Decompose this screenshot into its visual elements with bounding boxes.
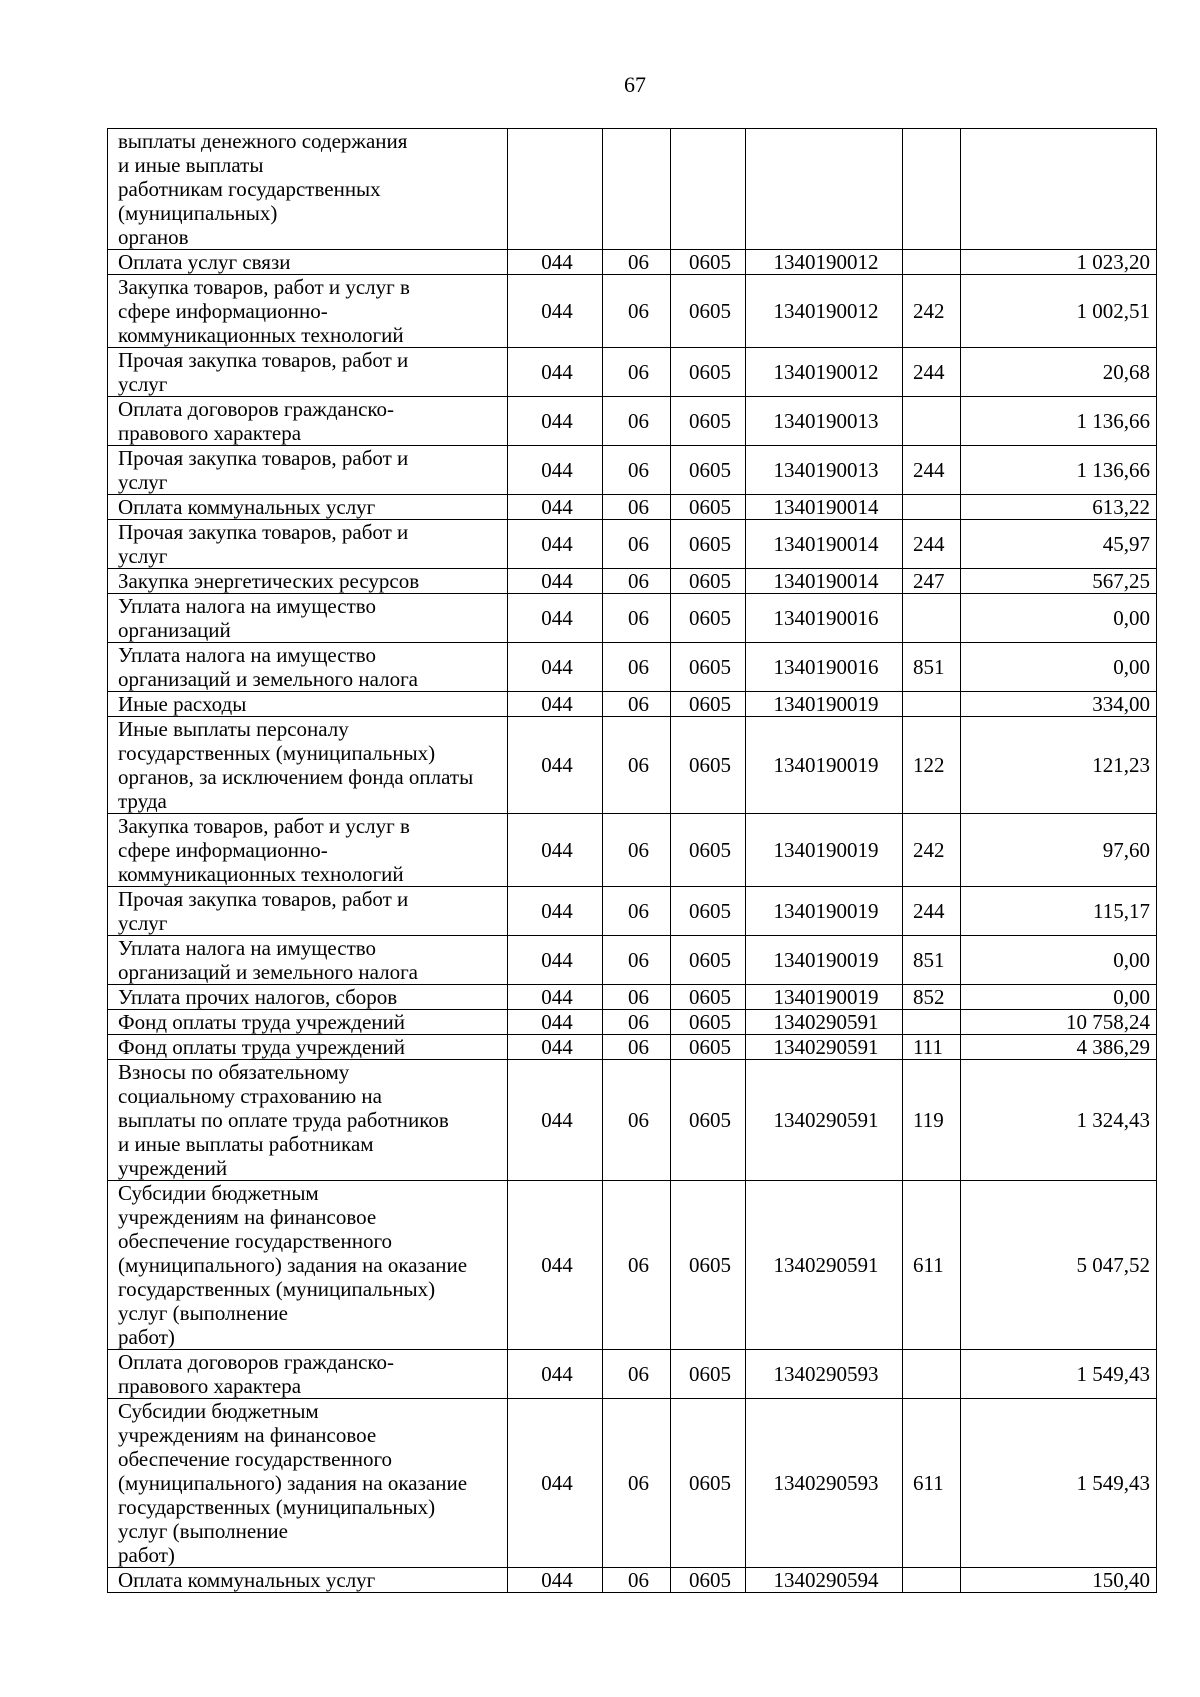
cell-prz: 0605	[671, 1399, 746, 1568]
cell-rz: 06	[603, 275, 671, 348]
cell-rz: 06	[603, 495, 671, 520]
name-line: Оплата договоров гражданско-	[118, 397, 395, 421]
cell-grbs: 044	[508, 1350, 603, 1399]
cell-vr: 851	[903, 643, 961, 692]
table-row	[108, 129, 1157, 250]
cell-vr: 611	[903, 1181, 961, 1350]
cell-csr: 1340190013	[746, 397, 903, 446]
name-line: Взносы по обязательному	[118, 1060, 350, 1084]
cell-prz: 0605	[671, 985, 746, 1010]
cell-prz: 0605	[671, 348, 746, 397]
table-row	[108, 814, 1157, 887]
name-line: Прочая закупка товаров, работ и	[118, 520, 409, 544]
cell-sum: 1 023,20	[961, 250, 1157, 275]
cell-prz: 0605	[671, 887, 746, 936]
name-line: организаций и земельного налога	[118, 667, 418, 691]
cell-rz: 06	[603, 887, 671, 936]
cell-name	[108, 692, 508, 717]
cell-csr: 1340190019	[746, 692, 903, 717]
name-line: услуг (выполнение	[118, 1519, 288, 1543]
cell-vr: 851	[903, 936, 961, 985]
cell-name	[108, 936, 508, 985]
name-line: работ)	[118, 1325, 175, 1349]
cell-csr: 1340190019	[746, 717, 903, 814]
name-line: государственных (муниципальных)	[118, 1277, 436, 1301]
cell-name	[108, 1568, 508, 1593]
table-row	[108, 1568, 1157, 1593]
cell-sum: 0,00	[961, 643, 1157, 692]
cell-rz: 06	[603, 814, 671, 887]
cell-vr: 244	[903, 887, 961, 936]
cell-csr: 1340190014	[746, 569, 903, 594]
table-row	[108, 985, 1157, 1010]
cell-sum: 121,23	[961, 717, 1157, 814]
cell-prz: 0605	[671, 594, 746, 643]
name-line: Уплата прочих налогов, сборов	[118, 985, 398, 1009]
name-line: услуг (выполнение	[118, 1301, 288, 1325]
cell-rz: 06	[603, 1350, 671, 1399]
name-line: (муниципальных)	[118, 201, 278, 225]
cell-csr: 1340190012	[746, 250, 903, 275]
cell-prz: 0605	[671, 814, 746, 887]
cell-sum: 1 002,51	[961, 275, 1157, 348]
table-row	[108, 936, 1157, 985]
table-row	[108, 569, 1157, 594]
cell-grbs: 044	[508, 348, 603, 397]
cell-csr: 1340290593	[746, 1350, 903, 1399]
cell-grbs: 044	[508, 1060, 603, 1181]
cell-csr: 1340190012	[746, 275, 903, 348]
table-row	[108, 275, 1157, 348]
cell-csr: 1340290591	[746, 1035, 903, 1060]
cell-sum: 1 549,43	[961, 1399, 1157, 1568]
cell-prz: 0605	[671, 495, 746, 520]
name-line: Оплата услуг связи	[118, 250, 291, 274]
cell-sum: 5 047,52	[961, 1181, 1157, 1350]
cell-csr: 1340190019	[746, 887, 903, 936]
cell-rz: 06	[603, 985, 671, 1010]
name-line: Уплата налога на имущество	[118, 643, 377, 667]
cell-name	[108, 1060, 508, 1181]
name-line: правового характера	[118, 1374, 302, 1398]
name-line: учреждениям на финансовое	[118, 1205, 377, 1229]
name-line: Уплата налога на имущество	[118, 936, 377, 960]
name-line: Субсидии бюджетным	[118, 1399, 319, 1423]
cell-sum: 115,17	[961, 887, 1157, 936]
name-line: коммуникационных технологий	[118, 862, 404, 886]
cell-name	[108, 275, 508, 348]
name-line: организаций	[118, 618, 231, 642]
name-line: органов, за исключением фонда оплаты	[118, 765, 474, 789]
cell-name	[108, 594, 508, 643]
table-row	[108, 446, 1157, 495]
name-line: услуг	[118, 372, 168, 396]
cell-prz: 0605	[671, 569, 746, 594]
name-line: Закупка энергетических ресурсов	[118, 569, 420, 593]
cell-grbs: 044	[508, 814, 603, 887]
cell-prz: 0605	[671, 446, 746, 495]
table-row	[108, 520, 1157, 569]
cell-rz: 06	[603, 936, 671, 985]
name-line: обеспечение государственного	[118, 1447, 393, 1471]
cell-csr: 1340190019	[746, 936, 903, 985]
name-line: Оплата договоров гражданско-	[118, 1350, 395, 1374]
cell-grbs: 044	[508, 1010, 603, 1035]
cell-vr	[903, 495, 961, 520]
cell-rz: 06	[603, 594, 671, 643]
cell-sum: 10 758,24	[961, 1010, 1157, 1035]
cell-sum: 334,00	[961, 692, 1157, 717]
cell-csr: 1340190019	[746, 814, 903, 887]
name-line: правового характера	[118, 421, 302, 445]
name-line: Оплата коммунальных услуг	[118, 495, 376, 519]
name-line: коммуникационных технологий	[118, 323, 404, 347]
cell-name	[108, 397, 508, 446]
cell-rz: 06	[603, 1060, 671, 1181]
cell-csr: 1340190016	[746, 643, 903, 692]
cell-csr: 1340190016	[746, 594, 903, 643]
cell-csr: 1340290591	[746, 1010, 903, 1035]
cell-prz: 0605	[671, 520, 746, 569]
cell-grbs: 044	[508, 936, 603, 985]
cell-name	[108, 1399, 508, 1568]
cell-vr: 244	[903, 446, 961, 495]
budget-table-body	[108, 129, 1157, 1593]
cell-rz: 06	[603, 520, 671, 569]
cell-rz: 06	[603, 643, 671, 692]
cell-name	[108, 717, 508, 814]
cell-prz: 0605	[671, 643, 746, 692]
cell-name	[108, 643, 508, 692]
cell-vr	[903, 1010, 961, 1035]
cell-vr	[903, 250, 961, 275]
cell-rz: 06	[603, 446, 671, 495]
name-line: организаций и земельного налога	[118, 960, 418, 984]
cell-grbs: 044	[508, 887, 603, 936]
cell-rz: 06	[603, 1035, 671, 1060]
cell-rz: 06	[603, 569, 671, 594]
table-row	[108, 643, 1157, 692]
name-line: и иные выплаты	[118, 153, 264, 177]
table-row	[108, 495, 1157, 520]
cell-vr	[903, 397, 961, 446]
cell-prz: 0605	[671, 275, 746, 348]
name-line: Прочая закупка товаров, работ и	[118, 887, 409, 911]
cell-name	[108, 1350, 508, 1399]
name-line: Фонд оплаты труда учреждений	[118, 1010, 405, 1034]
cell-csr: 1340190014	[746, 495, 903, 520]
cell-vr: 242	[903, 275, 961, 348]
cell-csr: 1340290593	[746, 1399, 903, 1568]
cell-grbs: 044	[508, 275, 603, 348]
cell-sum: 1 136,66	[961, 397, 1157, 446]
cell-vr: 852	[903, 985, 961, 1010]
cell-name	[108, 569, 508, 594]
cell-name	[108, 814, 508, 887]
cell-prz: 0605	[671, 717, 746, 814]
name-line: выплаты по оплате труда работников	[118, 1108, 449, 1132]
name-line: (муниципального) задания на оказание	[118, 1253, 468, 1277]
cell-name	[108, 520, 508, 569]
table-row	[108, 717, 1157, 814]
cell-grbs: 044	[508, 594, 603, 643]
cell-rz: 06	[603, 1399, 671, 1568]
cell-sum: 97,60	[961, 814, 1157, 887]
cell-vr: 242	[903, 814, 961, 887]
name-line: Иные расходы	[118, 692, 247, 716]
name-line: услуг	[118, 470, 168, 494]
cell-sum: 0,00	[961, 985, 1157, 1010]
name-line: и иные выплаты работникам	[118, 1132, 374, 1156]
cell-vr: 122	[903, 717, 961, 814]
cell-sum: 4 386,29	[961, 1035, 1157, 1060]
cell-name	[108, 1035, 508, 1060]
cell-grbs: 044	[508, 717, 603, 814]
cell-csr: 1340190013	[746, 446, 903, 495]
cell-vr: 244	[903, 348, 961, 397]
name-line: работникам государственных	[118, 177, 381, 201]
cell-csr: 1340290594	[746, 1568, 903, 1593]
name-line: государственных (муниципальных)	[118, 741, 436, 765]
name-line: обеспечение государственного	[118, 1229, 393, 1253]
cell-vr	[903, 1350, 961, 1399]
cell-vr: 119	[903, 1060, 961, 1181]
cell-rz	[603, 129, 671, 250]
table-row	[108, 1350, 1157, 1399]
cell-grbs: 044	[508, 1568, 603, 1593]
table-row	[108, 887, 1157, 936]
table-row	[108, 348, 1157, 397]
name-line: сфере информационно-	[118, 838, 328, 862]
cell-rz: 06	[603, 1010, 671, 1035]
table-row	[108, 692, 1157, 717]
cell-sum: 1 136,66	[961, 446, 1157, 495]
cell-vr: 611	[903, 1399, 961, 1568]
cell-prz: 0605	[671, 1568, 746, 1593]
name-line: Оплата коммунальных услуг	[118, 1568, 376, 1592]
table-row	[108, 1399, 1157, 1568]
name-line: (муниципального) задания на оказание	[118, 1471, 468, 1495]
cell-prz: 0605	[671, 692, 746, 717]
cell-prz: 0605	[671, 1010, 746, 1035]
cell-name: выплаты денежного содержания и иные выплаты работникам государственных (муниципальных) органов	[108, 129, 508, 250]
name-line: выплаты денежного содержания	[118, 129, 408, 153]
name-line: Уплата налога на имущество	[118, 594, 377, 618]
cell-sum: 1 549,43	[961, 1350, 1157, 1399]
cell-vr: 247	[903, 569, 961, 594]
cell-name	[108, 1010, 508, 1035]
cell-rz: 06	[603, 692, 671, 717]
table-row	[108, 1181, 1157, 1350]
name-line: Фонд оплаты труда учреждений	[118, 1035, 405, 1059]
cell-grbs: 044	[508, 446, 603, 495]
table-row	[108, 594, 1157, 643]
table-row	[108, 1010, 1157, 1035]
table-row	[108, 397, 1157, 446]
cell-sum: 1 324,43	[961, 1060, 1157, 1181]
cell-csr: 1340190019	[746, 985, 903, 1010]
name-line: Субсидии бюджетным	[118, 1181, 319, 1205]
name-line: услуг	[118, 911, 168, 935]
cell-grbs: 044	[508, 1399, 603, 1568]
cell-grbs: 044	[508, 495, 603, 520]
cell-csr: 1340190014	[746, 520, 903, 569]
page-number: 67	[624, 72, 646, 97]
cell-prz: 0605	[671, 1035, 746, 1060]
cell-prz: 0605	[671, 1060, 746, 1181]
cell-grbs: 044	[508, 397, 603, 446]
cell-grbs: 044	[508, 985, 603, 1010]
cell-vr	[903, 594, 961, 643]
cell-csr: 1340190012	[746, 348, 903, 397]
cell-sum: 567,25	[961, 569, 1157, 594]
name-line: работ)	[118, 1543, 175, 1567]
name-line: Закупка товаров, работ и услуг в	[118, 814, 410, 838]
table-row	[108, 1060, 1157, 1181]
cell-sum: 613,22	[961, 495, 1157, 520]
cell-prz: 0605	[671, 250, 746, 275]
cell-name	[108, 495, 508, 520]
name-line: учреждениям на финансовое	[118, 1423, 377, 1447]
cell-csr: 1340290591	[746, 1181, 903, 1350]
cell-rz: 06	[603, 717, 671, 814]
table-row	[108, 250, 1157, 275]
cell-prz	[671, 129, 746, 250]
name-line: услуг	[118, 544, 168, 568]
table-row	[108, 1035, 1157, 1060]
cell-sum: 45,97	[961, 520, 1157, 569]
cell-sum: 20,68	[961, 348, 1157, 397]
cell-sum: 150,40	[961, 1568, 1157, 1593]
name-line: труда	[118, 789, 167, 813]
cell-grbs: 044	[508, 569, 603, 594]
cell-sum: 0,00	[961, 594, 1157, 643]
cell-prz: 0605	[671, 1350, 746, 1399]
cell-name	[108, 446, 508, 495]
cell-rz: 06	[603, 348, 671, 397]
cell-grbs: 044	[508, 692, 603, 717]
name-line: Прочая закупка товаров, работ и	[118, 348, 409, 372]
cell-grbs: 044	[508, 520, 603, 569]
name-line: социальному страхованию на	[118, 1084, 382, 1108]
cell-grbs: 044	[508, 1035, 603, 1060]
name-line: Иные выплаты персоналу	[118, 717, 349, 741]
cell-grbs: 044	[508, 250, 603, 275]
cell-vr	[903, 692, 961, 717]
cell-prz: 0605	[671, 1181, 746, 1350]
cell-prz: 0605	[671, 936, 746, 985]
cell-name	[108, 887, 508, 936]
cell-vr	[903, 1568, 961, 1593]
cell-sum: 0,00	[961, 936, 1157, 985]
cell-vr: 111	[903, 1035, 961, 1060]
name-line: учреждений	[118, 1156, 228, 1180]
cell-csr	[746, 129, 903, 250]
cell-vr	[903, 129, 961, 250]
cell-grbs	[508, 129, 603, 250]
cell-rz: 06	[603, 1181, 671, 1350]
cell-name	[108, 250, 508, 275]
cell-vr: 244	[903, 520, 961, 569]
cell-grbs: 044	[508, 643, 603, 692]
cell-name	[108, 985, 508, 1010]
cell-name	[108, 348, 508, 397]
cell-csr: 1340290591	[746, 1060, 903, 1181]
cell-rz: 06	[603, 250, 671, 275]
name-line: Закупка товаров, работ и услуг в	[118, 275, 410, 299]
name-line: государственных (муниципальных)	[118, 1495, 436, 1519]
cell-grbs: 044	[508, 1181, 603, 1350]
budget-table	[107, 128, 1157, 1593]
cell-rz: 06	[603, 1568, 671, 1593]
cell-rz: 06	[603, 397, 671, 446]
cell-name	[108, 1181, 508, 1350]
cell-prz: 0605	[671, 397, 746, 446]
name-line: Прочая закупка товаров, работ и	[118, 446, 409, 470]
cell-sum	[961, 129, 1157, 250]
name-line: сфере информационно-	[118, 299, 328, 323]
